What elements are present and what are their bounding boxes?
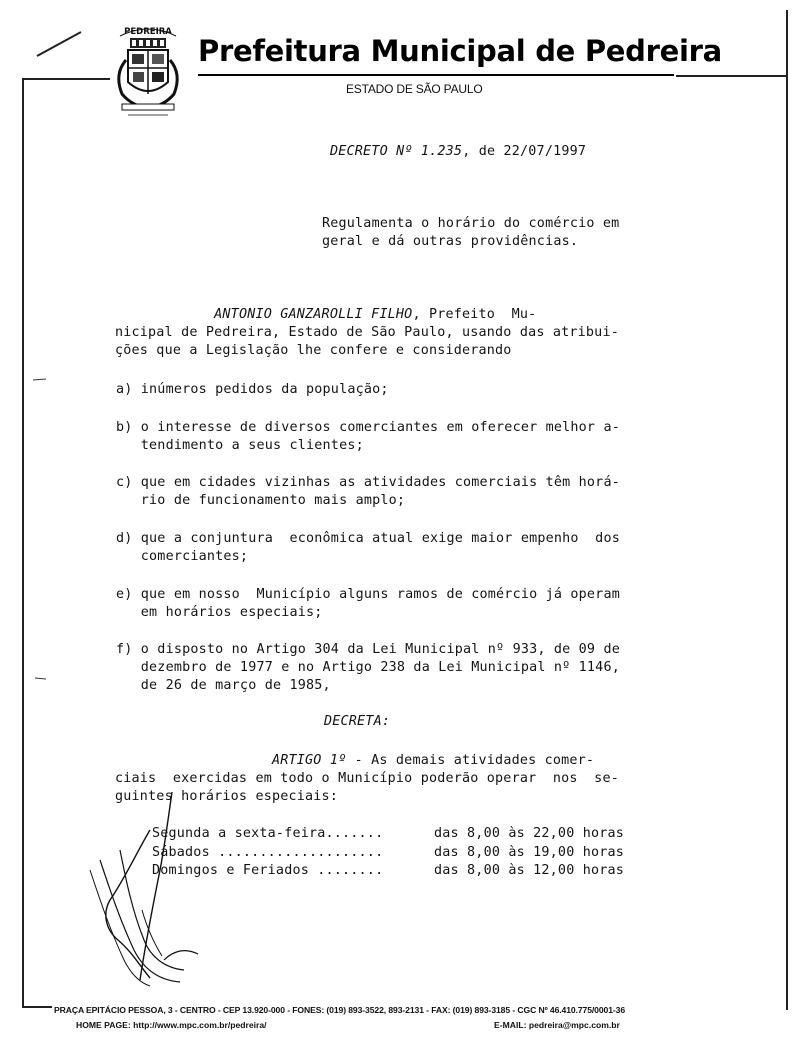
clause-e: e) que em nosso Município alguns ramos de comércio já operam em horários especiais; [116, 587, 620, 620]
mayor-name: ANTONIO GANZAROLLI FILHO [214, 307, 413, 322]
schedule-day: Segunda a sexta-feira....... [152, 826, 384, 841]
page-border-left [22, 78, 24, 1006]
crest-label: PEDREIRA [124, 27, 172, 37]
handwritten-signature [80, 790, 210, 990]
preamble-body: nicipal de Pedreira, Estado de São Paulo, usando das atribui- ções que a Legislação lhe confere e considerando [115, 325, 619, 358]
page-border-bottom-left [22, 1006, 52, 1008]
decree-preamble [115, 306, 619, 360]
clause-f: f) o disposto no Artigo 304 da Lei Municipal nº 933, de 09 de dezembro de 1977 e no Artigo 238 da Lei Municipal nº 1146, de 26 de março de 1985, [116, 642, 620, 693]
decree-heading [330, 143, 586, 161]
footer-homepage: HOME PAGE: http://www.mpc.com.br/pedreira/ [76, 1020, 267, 1030]
schedule-row-saturdays [152, 844, 624, 863]
decree-number: DECRETO Nº 1.235 [330, 144, 463, 159]
page-title: Prefeitura Municipal de Pedreira [198, 34, 722, 68]
decree-date: , de 22/07/1997 [462, 144, 587, 159]
pen-stroke-mark [35, 30, 85, 60]
hours-schedule [152, 825, 624, 881]
clause-a: a) inúmeros pedidos da população; [116, 382, 389, 397]
schedule-row-weekdays [152, 825, 624, 844]
clause-d: d) que a conjuntura econômica atual exige maior empenho dos comerciantes; [116, 531, 620, 564]
schedule-hours: das 8,00 às 12,00 horas [434, 863, 625, 878]
article-body: ciais exercidas em todo o Município poderão operar nos se- guintes horários especiais: [115, 771, 619, 804]
page-border-right [786, 10, 788, 1010]
schedule-hours: das 8,00 às 19,00 horas [434, 844, 625, 860]
schedule-day: Domingos e Feriados ........ [152, 863, 384, 878]
margin-mark [34, 674, 50, 682]
clause-b: b) o interesse de diversos comerciantes em oferecer melhor a- tendimento a seus clientes; [116, 420, 620, 453]
schedule-day: Sábados .................... [152, 844, 384, 860]
margin-mark [32, 376, 48, 384]
clause-c: c) que em cidades vizinhas as atividades comerciais têm horá- rio de funcionamento mais amplo; [116, 475, 620, 508]
municipal-crest-icon [108, 20, 188, 120]
page-subtitle: ESTADO DE SÃO PAULO [346, 82, 483, 96]
schedule-hours: das 8,00 às 22,00 horas [434, 826, 625, 841]
footer-email: E-MAIL: pedreira@mpc.com.br [494, 1020, 620, 1030]
article-first-line: - As demais atividades comer- [346, 753, 595, 768]
page-border-top-right [676, 75, 788, 77]
page-border-top-left [22, 78, 110, 80]
decree-summary: Regulamenta o horário do comércio em geral e dá outras providências. [322, 216, 620, 249]
decreta-heading: DECRETA: [324, 714, 391, 729]
preamble-first-line: , Prefeito Mu- [412, 307, 537, 322]
schedule-row-sundays [152, 862, 624, 881]
title-underline [198, 74, 674, 76]
footer-address: PRAÇA EPITÁCIO PESSOA, 3 - CENTRO - CEP 13.920-000 - FONES: (019) 893-3522, 893-2131 - FAX: (019) 893-3185 - CGC Nº 46.410.775/0001-36 [54, 1005, 626, 1015]
article-label: ARTIGO 1º [271, 753, 347, 768]
